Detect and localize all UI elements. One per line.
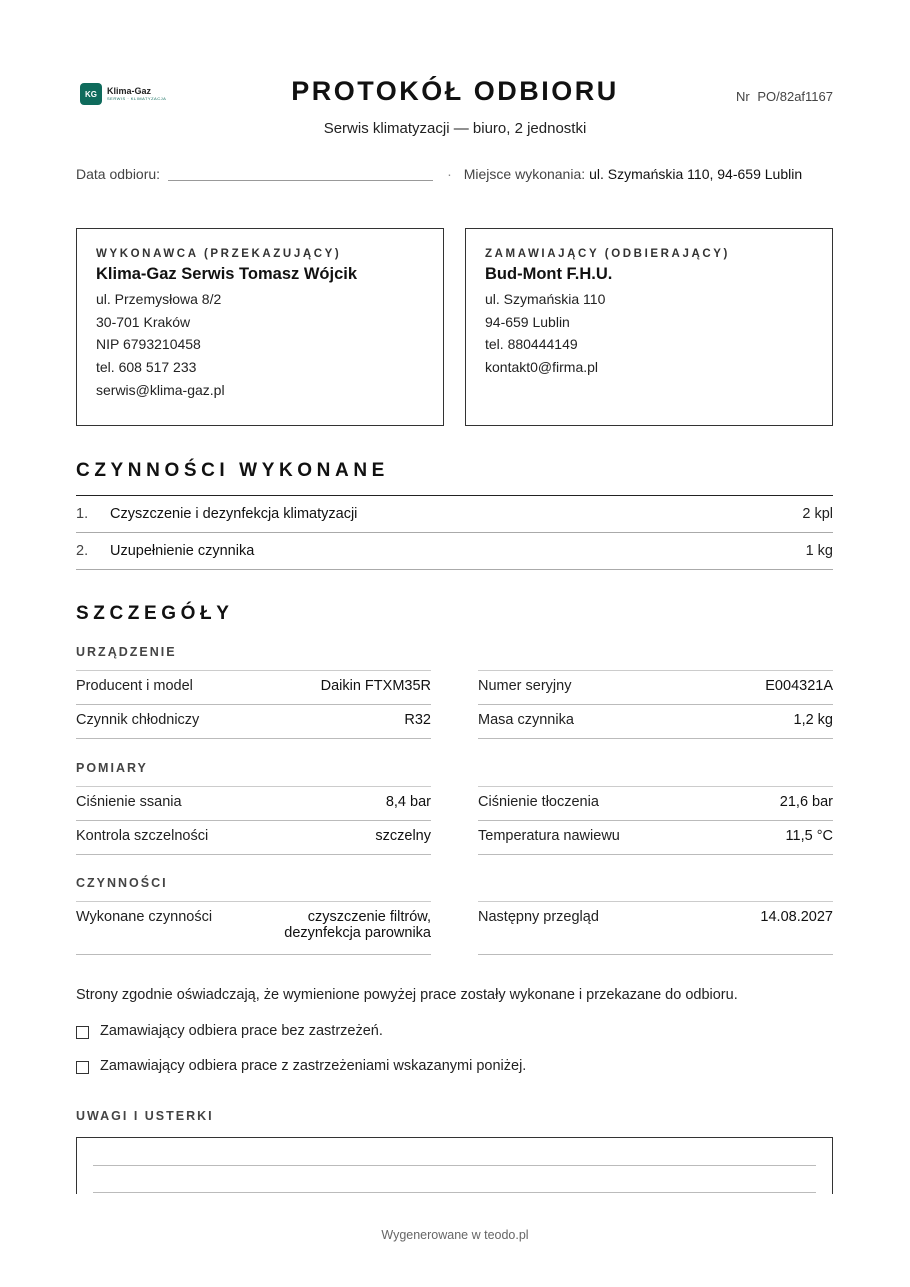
table-row <box>76 821 431 855</box>
table-row <box>478 787 833 821</box>
row-description: Uzupełnienie czynnika <box>110 543 255 559</box>
field-value: Daikin FTXM35R <box>320 678 431 694</box>
option-with-reservations[interactable] <box>76 1058 526 1074</box>
notes-subtitle: UWAGI I USTERKI <box>76 1109 214 1123</box>
row-quantity: 1 kg <box>805 543 833 559</box>
date-field[interactable] <box>168 167 433 181</box>
device-subtitle: URZĄDZENIE <box>76 645 177 659</box>
table-row <box>76 671 431 705</box>
table-row <box>478 821 833 855</box>
field-label: Wykonane czynności <box>76 909 213 925</box>
table-row <box>478 705 833 739</box>
date-label: Data odbioru: <box>76 166 161 182</box>
field-label: Numer seryjny <box>478 678 572 694</box>
option-no-reservations[interactable] <box>76 1023 383 1039</box>
field-value-line: dezynfekcja parownika <box>284 925 431 941</box>
activities-subtitle: CZYNNOŚCI <box>76 876 168 890</box>
row-number: 1. <box>76 506 89 522</box>
measurements-table-left <box>76 786 431 855</box>
document-number <box>736 89 833 104</box>
row-description: Czyszczenie i dezynfekcja klimatyzacji <box>110 506 358 522</box>
row-number: 2. <box>76 543 89 559</box>
table-row <box>76 902 431 955</box>
contractor-address-line: ul. Przemysłowa 8/2 <box>96 291 222 307</box>
field-value: 1,2 kg <box>793 712 833 728</box>
contractor-role: WYKONAWCA (PRZEKAZUJĄCY) <box>96 248 342 260</box>
field-value: 21,6 bar <box>779 794 833 810</box>
field-label: Ciśnienie tłoczenia <box>478 794 599 810</box>
field-value: E004321A <box>765 678 833 694</box>
table-row <box>478 671 833 705</box>
notes-field[interactable] <box>76 1137 833 1194</box>
contractor-address-line: 30-701 Kraków <box>96 313 191 330</box>
notes-line <box>93 1165 816 1166</box>
option-label: Zamawiający odbiera prace z zastrzeżeniami wskazanymi poniżej. <box>100 1058 527 1074</box>
activities-table-right <box>478 901 833 955</box>
document-number-value: PO/82af1167 <box>757 89 833 104</box>
logo-badge: KG <box>80 83 102 105</box>
device-table-right <box>478 670 833 739</box>
place-value: ul. Szymańskia 110, 94-659 Lublin <box>589 166 803 182</box>
table-row <box>76 705 431 739</box>
field-value <box>284 909 431 941</box>
field-value-line: czyszczenie filtrów, <box>307 909 431 925</box>
device-table-left <box>76 670 431 739</box>
field-label: Kontrola szczelności <box>76 828 209 844</box>
table-row <box>76 787 431 821</box>
logo-tagline: SERWIS · KLIMATYZACJA <box>107 96 167 101</box>
table-row <box>478 902 833 955</box>
footer-text: Wygenerowane w teodo.pl <box>381 1228 529 1242</box>
field-label: Następny przegląd <box>478 909 599 925</box>
measurements-subtitle: POMIARY <box>76 761 148 775</box>
contractor-name: Klima-Gaz Serwis Tomasz Wójcik <box>96 265 358 283</box>
document-subtitle: Serwis klimatyzacji — biuro, 2 jednostki <box>323 120 587 137</box>
client-phone: tel. 880444149 <box>485 336 578 353</box>
table-row <box>76 533 833 570</box>
logo-name: Klima-Gaz <box>107 86 152 96</box>
option-label: Zamawiający odbiera prace bez zastrzeżeń. <box>100 1023 383 1039</box>
work-table <box>76 495 833 570</box>
field-value: R32 <box>404 712 431 728</box>
contractor-nip: NIP 6793210458 <box>96 336 201 353</box>
document-number-label: Nr <box>736 89 750 104</box>
client-email: kontakt0@firma.pl <box>485 359 599 376</box>
meta-separator: · <box>447 166 452 182</box>
checkbox[interactable] <box>76 1061 89 1074</box>
field-label: Ciśnienie ssania <box>76 794 182 810</box>
client-name: Bud-Mont F.H.U. <box>485 265 613 283</box>
contractor-email: serwis@klima-gaz.pl <box>96 381 225 398</box>
client-box <box>465 228 833 426</box>
field-value: szczelny <box>375 828 431 844</box>
client-address-line: 94-659 Lublin <box>485 313 570 330</box>
contractor-box <box>76 228 444 426</box>
client-address-line: ul. Szymańskia 110 <box>485 291 606 307</box>
field-value: 14.08.2027 <box>760 909 833 925</box>
client-role: ZAMAWIAJĄCY (ODBIERAJĄCY) <box>485 248 730 260</box>
meta-row <box>76 166 836 182</box>
work-section-title: CZYNNOŚCI WYKONANE <box>76 460 389 481</box>
field-label: Producent i model <box>76 678 193 694</box>
field-value: 8,4 bar <box>385 794 431 810</box>
field-label: Czynnik chłodniczy <box>76 712 200 728</box>
field-label: Temperatura nawiewu <box>478 828 620 844</box>
field-value: 11,5 °C <box>785 828 833 844</box>
row-quantity: 2 kpl <box>802 506 833 522</box>
measurements-table-right <box>478 786 833 855</box>
field-label: Masa czynnika <box>478 712 574 728</box>
details-section-title: SZCZEGÓŁY <box>76 603 234 624</box>
table-row <box>76 496 833 533</box>
declaration-text: Strony zgodnie oświadczają, że wymienione powyżej prace zostały wykonane i przekazane do odbioru. <box>76 987 738 1003</box>
activities-table-left <box>76 901 431 955</box>
place-label: Miejsce wykonania: <box>463 166 586 182</box>
contractor-phone: tel. 608 517 233 <box>96 359 197 376</box>
notes-line <box>93 1192 816 1193</box>
document-title: PROTOKÓŁ ODBIORU <box>291 76 619 106</box>
checkbox[interactable] <box>76 1026 89 1039</box>
